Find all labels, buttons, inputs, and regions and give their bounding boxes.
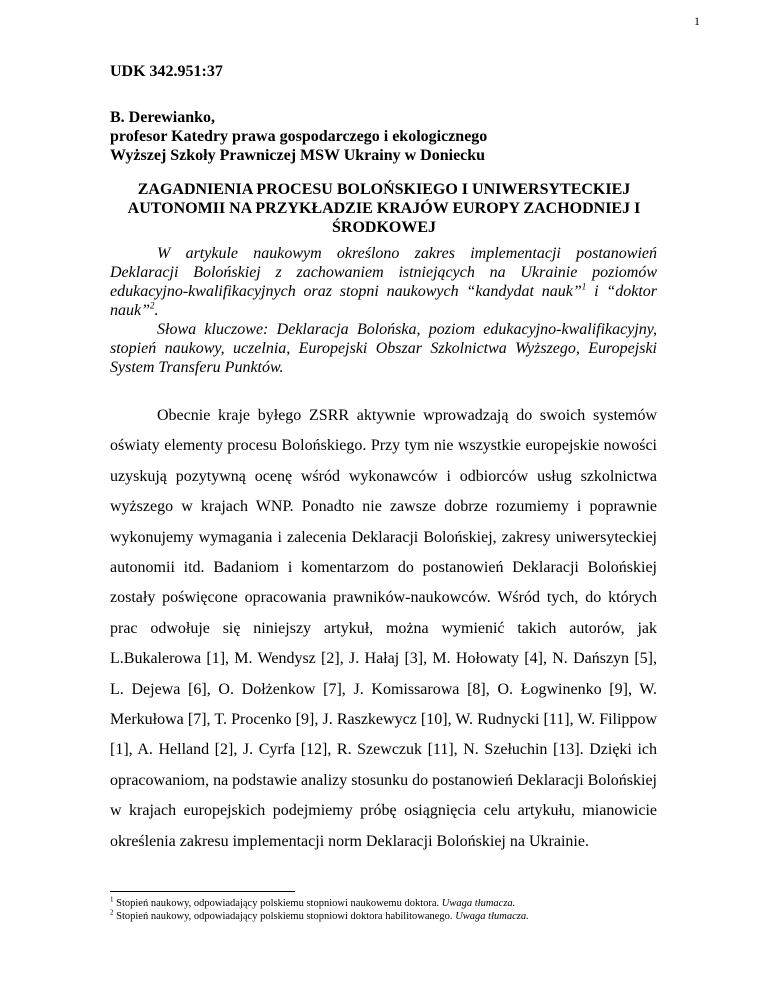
abstract	[110, 244, 657, 377]
udk-code: UDK 342.951:37	[110, 63, 223, 80]
footnote-1: $^1$ Stopień naukowy, odpowiadający polskiemu stopniowi naukowemu doktora. Uwaga tłumacza.	[110, 895, 516, 909]
footnote-divider	[110, 891, 295, 892]
author-institution: Wyższej Szkoły Prawniczej MSW Ukrainy w Doniecku	[110, 147, 486, 164]
footnote-ref-2: 2	[150, 300, 155, 311]
article-title: ZAGADNIENIA PROCESU BOLOŃSKIEGO I UNIWERSYTECKIEJ AUTONOMII NA PRZYKŁADZIE KRAJÓW EUROPY ZACHODNIEJ I ŚRODKOWEJ	[127, 181, 641, 236]
keywords: Słowa kluczowe: Deklaracja Bolońska, poziom edukacyjno-kwalifikacyjny, stopień naukowy, uczelnia, Europejski Obszar Szkolnictwa Wyższego, Europejski System Transferu Punktów.	[110, 321, 657, 376]
footnote-2: $^2$ Stopień naukowy, odpowiadający polskiemu stopniowi doktora habilitowanego. Uwaga tłumacza.	[110, 908, 529, 922]
footnote-ref-1: 1	[581, 281, 587, 292]
author-position: profesor Katedry prawa gospodarczego i ekologicznego	[110, 128, 488, 145]
author-block	[110, 108, 670, 165]
abstract-text: W artykule naukowym określono zakres implementacji postanowień Deklaracji Bolońskiej z zachowaniem istniejących na Ukrainie poziomów edukacyjno-kwalifikacyjnych oraz stopni naukowych “kandydat nauk”$^1$ i “doktor nauk”$^2$.	[110, 245, 657, 319]
page-number: 1	[694, 14, 700, 28]
body-paragraph: Obecnie kraje byłego ZSRR aktywnie wprowadzają do swoich systemów oświaty elementy procesu Bolońskiego. Przy tym nie wszystkie europejskie nowości uzyskują pozytywną ocenę wśród wykonawców i odbiorców usług szkolnictwa wyższego w krajach WNP. Ponadto nie zawsze dobrze rozumiemy i poprawnie wykonujemy wymagania i zalecenia Deklaracji Bolońskiej, zakresy uniwersyteckiej autonomii itd. Badaniom i komentarzom do postanowień Deklaracji Bolońskiej zostały poświęcone opracowania prawników-naukowców. Wśród tych, do których prac odwołuje się niniejszy artykuł, można wymienić takich autorów, jak L.Bukalerowa [1], M. Wendysz [2], J. Hałaj [3], M. Hołowaty [4], N. Dańszyn [5], L. Dejewa [6], O. Dołżenkow [7], J. Komissarowa [8], O. Łogwinenko [9], W. Merkułowa [7], T. Procenko [9], J. Raszkewycz [10], W. Rudnycki [11], W. Filippow [1], A. Helland [2], J. Cyrfa [12], R. Szewczuk [11], N. Szełuchin [13]. Dzięki ich opracowaniom, na podstawie analizy stosunku do postanowień Deklaracji Bolońskiej w krajach europejskich podejmiemy próbę osiągnięcia celu artykułu, mianowicie określenia zakresu implementacji norm Deklaracji Bolońskiej na Ukrainie.	[110, 407, 657, 850]
author-name: B. Derewianko,	[110, 109, 216, 126]
footnotes	[110, 897, 670, 923]
